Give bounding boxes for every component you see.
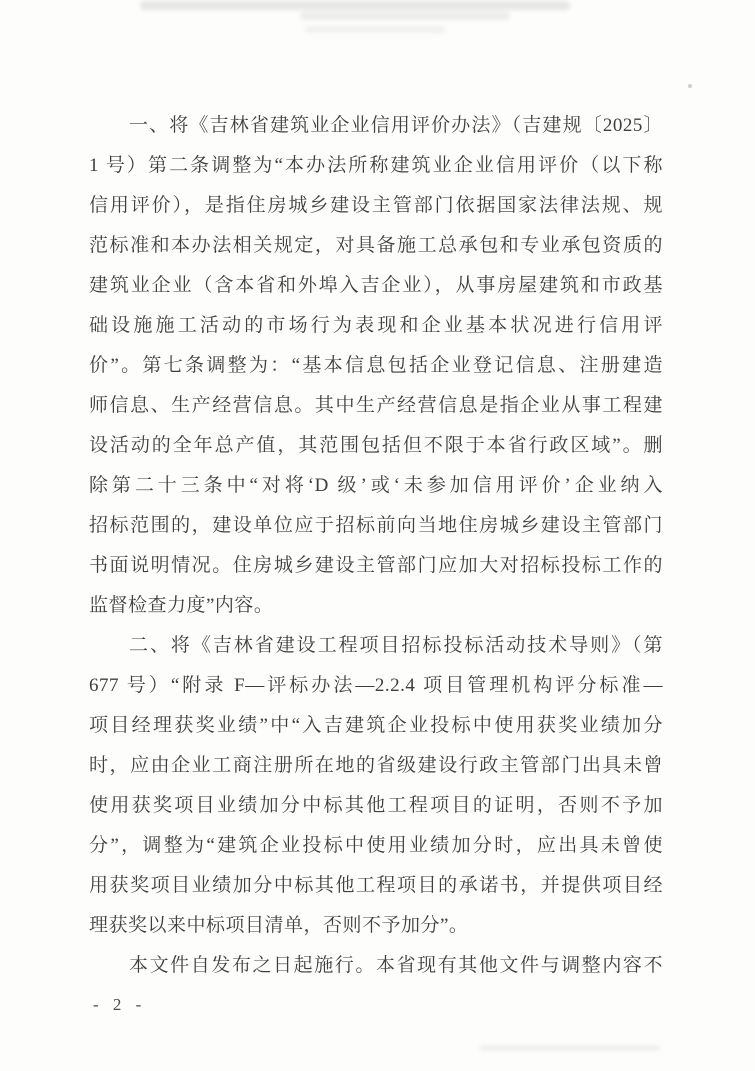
- text-line: 除第二十三条中“对将‘D 级’或‘未参加信用评价’企业纳入: [89, 475, 663, 496]
- text-line: 招标范围的，建设单位应于招标前向当地住房城乡建设主管部门: [89, 515, 663, 536]
- text-line: 建筑业企业（含本省和外埠入吉企业），从事房屋建筑和市政基: [89, 275, 663, 296]
- text-line: 监督检查力度”内容。: [89, 595, 274, 616]
- text-line: 信用评价），是指住房城乡建设主管部门依据国家法律法规、规: [89, 195, 663, 216]
- text-line: 项目经理获奖业绩”中“入吉建筑企业投标中使用获奖业绩加分: [89, 715, 663, 736]
- document-body: [89, 106, 663, 986]
- text-line: 分”，调整为“建筑企业投标中使用业绩加分时，应出具未曾使: [89, 835, 663, 856]
- text-line: 本文件自发布之日起施行。本省现有其他文件与调整内容不: [129, 955, 663, 976]
- text-line: 一、将《吉林省建筑业企业信用评价办法》（吉建规〔2025〕: [129, 115, 663, 136]
- text-line: 使用获奖项目业绩加分中标其他工程项目的证明，否则不予加: [89, 795, 663, 816]
- scan-artifact: [140, 1, 570, 10]
- text-line: 时，应由企业工商注册所在地的省级建设行政主管部门出具未曾: [89, 755, 663, 776]
- scan-artifact: [300, 12, 510, 20]
- page-number: - 2 -: [93, 995, 147, 1014]
- scan-artifact: [305, 26, 445, 33]
- text-line: 二、将《吉林省建设工程项目招标投标活动技术导则》（第: [129, 635, 663, 656]
- scan-artifact: [688, 84, 692, 88]
- text-line: 设活动的全年总产值，其范围包括但不限于本省行政区域”。删: [89, 435, 663, 456]
- text-line: 书面说明情况。住房城乡建设主管部门应加大对招标投标工作的: [89, 555, 663, 576]
- scan-artifact: [480, 1046, 660, 1050]
- text-line: 价”。第七条调整为：“基本信息包括企业登记信息、注册建造: [89, 355, 663, 376]
- text-line: 677 号）“附录 F—评标办法—2.2.4 项目管理机构评分标准—: [89, 675, 663, 696]
- text-line: 师信息、生产经营信息。其中生产经营信息是指企业从事工程建: [89, 395, 663, 416]
- text-line: 理获奖以来中标项目清单，否则不予加分”。: [89, 915, 469, 936]
- text-line: 用获奖项目业绩加分中标其他工程项目的承诺书，并提供项目经: [89, 875, 663, 896]
- text-line: 范标准和本办法相关规定，对具备施工总承包和专业承包资质的: [89, 235, 663, 256]
- text-line: 础设施施工活动的市场行为表现和企业基本状况进行信用评: [89, 315, 663, 336]
- text-line: 1 号）第二条调整为“本办法所称建筑业企业信用评价（以下称: [89, 155, 663, 176]
